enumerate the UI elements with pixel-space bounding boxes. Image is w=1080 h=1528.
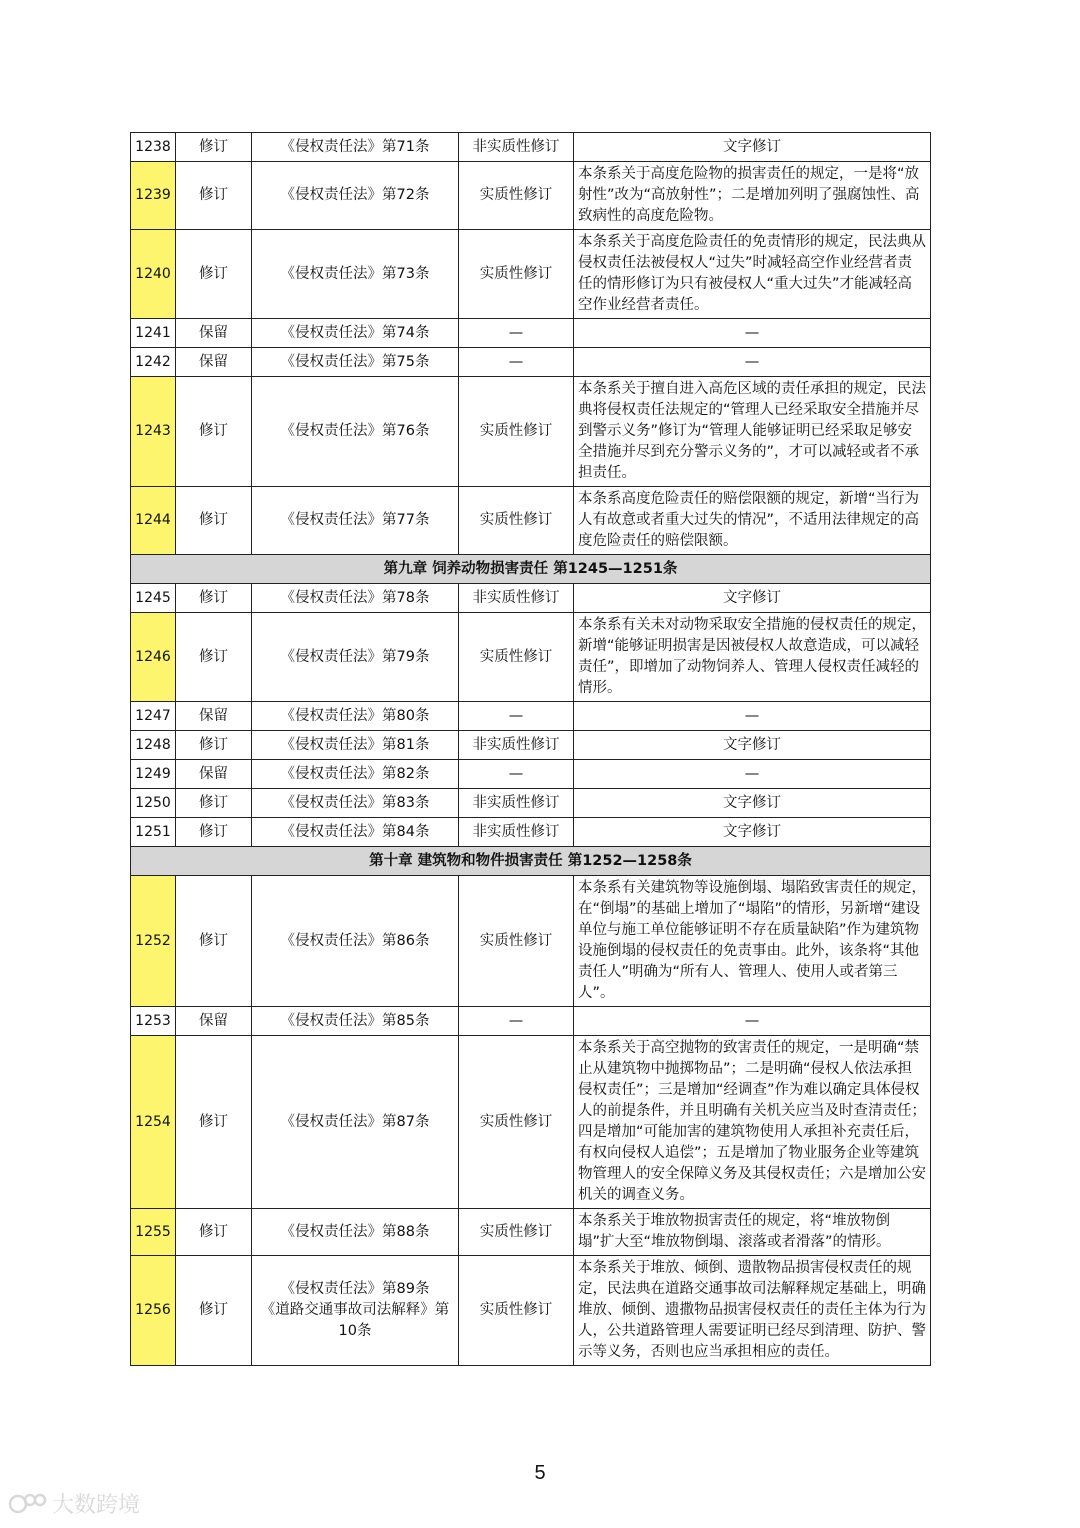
description-cell: 本条系关于堆放物损害责任的规定，将“堆放物倒塌”扩大至“堆放物倒塌、滚落或者滑落”的情形。: [574, 1209, 931, 1256]
source-law-cell: 《侵权责任法》第73条: [252, 230, 459, 319]
source-law-cell: 《侵权责任法》第89条 《道路交通事故司法解释》第10条: [252, 1256, 459, 1366]
description-cell: 本条系关于堆放、倾倒、遗散物品损害侵权责任的规定，民法典在道路交通事故司法解释规定基础上，明确堆放、倾倒、遗撒物品损害侵权责任的责任主体为行为人，公共道路管理人需要证明已经尽到清理、防护、警示等义务，否则也应当承担相应的责任。: [574, 1256, 931, 1366]
table-row: [131, 789, 931, 818]
article-number-cell: 1247: [131, 702, 176, 731]
action-cell: 保留: [176, 702, 252, 731]
article-number-cell: 1255: [131, 1209, 176, 1256]
action-cell: 修订: [176, 1256, 252, 1366]
table-row: [131, 133, 931, 162]
table-row: [131, 162, 931, 230]
article-number-cell: 1250: [131, 789, 176, 818]
article-number-cell: 1243: [131, 377, 176, 487]
description-cell: 文字修订: [574, 818, 931, 847]
article-number-cell: 1245: [131, 584, 176, 613]
revision-nature-cell: —: [459, 760, 574, 789]
table-row: [131, 319, 931, 348]
article-number-cell: 1248: [131, 731, 176, 760]
revision-nature-cell: —: [459, 1007, 574, 1036]
article-number-cell: 1253: [131, 1007, 176, 1036]
table-row: [131, 1256, 931, 1366]
action-cell: 修订: [176, 230, 252, 319]
watermark: [8, 1488, 140, 1519]
description-cell: 本条系有关未对动物采取安全措施的侵权责任的规定，新增“能够证明损害是因被侵权人故意造成，可以减轻责任”，即增加了动物饲养人、管理人侵权责任减轻的情形。: [574, 613, 931, 702]
revision-nature-cell: 实质性修订: [459, 876, 574, 1007]
source-law-cell: 《侵权责任法》第72条: [252, 162, 459, 230]
table-row: [131, 731, 931, 760]
table-row: [131, 876, 931, 1007]
source-law-cell: 《侵权责任法》第82条: [252, 760, 459, 789]
action-cell: 保留: [176, 1007, 252, 1036]
source-law-cell: 《侵权责任法》第87条: [252, 1036, 459, 1209]
source-law-cell: 《侵权责任法》第74条: [252, 319, 459, 348]
revision-nature-cell: 实质性修订: [459, 377, 574, 487]
action-cell: 修订: [176, 818, 252, 847]
description-cell: —: [574, 760, 931, 789]
source-law-cell: 《侵权责任法》第75条: [252, 348, 459, 377]
action-cell: 修订: [176, 731, 252, 760]
description-cell: 本条系关于擅自进入高危区域的责任承担的规定，民法典将侵权责任法规定的“管理人已经采取安全措施并尽到警示义务”修订为“管理人能够证明已经采取足够安全措施并尽到充分警示义务的”，才可以减轻或者不承担责任。: [574, 377, 931, 487]
table-row: [131, 760, 931, 789]
table-row: [131, 702, 931, 731]
article-number-cell: 1252: [131, 876, 176, 1007]
source-law-cell: 《侵权责任法》第77条: [252, 487, 459, 555]
description-cell: 本条系关于高度危险责任的免责情形的规定，民法典从侵权责任法被侵权人“过失”时减轻高空作业经营者责任的情形修订为只有被侵权人“重大过失”才能减轻高空作业经营者责任。: [574, 230, 931, 319]
revision-table: [130, 132, 931, 1366]
chapter-header-row: [131, 847, 931, 876]
article-number-cell: 1249: [131, 760, 176, 789]
chapter-title: 第十章 建筑物和物件损害责任 第1252—1258条: [131, 847, 931, 876]
table-row: [131, 487, 931, 555]
description-cell: 文字修订: [574, 133, 931, 162]
source-law-cell: 《侵权责任法》第88条: [252, 1209, 459, 1256]
article-number-cell: 1238: [131, 133, 176, 162]
source-law-cell: 《侵权责任法》第83条: [252, 789, 459, 818]
description-cell: 文字修订: [574, 584, 931, 613]
revision-nature-cell: —: [459, 319, 574, 348]
description-cell: 本条系有关建筑物等设施倒塌、塌陷致害责任的规定，在“倒塌”的基础上增加了“塌陷”的情形，另新增“建设单位与施工单位能够证明不存在质量缺陷”作为建筑物设施倒塌的侵权责任的免责事由。此外，该条将“其他责任人”明确为“所有人、管理人、使用人或者第三人”。: [574, 876, 931, 1007]
action-cell: 修订: [176, 377, 252, 487]
revision-nature-cell: 实质性修订: [459, 487, 574, 555]
revision-nature-cell: 非实质性修订: [459, 789, 574, 818]
article-number-cell: 1256: [131, 1256, 176, 1366]
description-cell: 文字修订: [574, 731, 931, 760]
revision-nature-cell: 非实质性修订: [459, 133, 574, 162]
revision-nature-cell: —: [459, 348, 574, 377]
description-cell: 本条系关于高空抛物的致害责任的规定，一是明确“禁止从建筑物中抛掷物品”；二是明确“侵权人依法承担侵权责任”；三是增加“经调查”作为难以确定具体侵权人的前提条件，并且明确有关机关应当及时查清责任；四是增加“可能加害的建筑物使用人承担补充责任后，有权向侵权人追偿”；五是增加了物业服务企业等建筑物管理人的安全保障义务及其侵权责任；六是增加公安机关的调查义务。: [574, 1036, 931, 1209]
article-number-cell: 1239: [131, 162, 176, 230]
watermark-text: 大数跨境: [52, 1493, 141, 1518]
description-cell: —: [574, 348, 931, 377]
description-cell: 本条系关于高度危险物的损害责任的规定，一是将“放射性”改为“高放射性”；二是增加列明了强腐蚀性、高致病性的高度危险物。: [574, 162, 931, 230]
revision-nature-cell: 实质性修订: [459, 162, 574, 230]
watermark-logo-icon: [8, 1491, 48, 1517]
source-law-cell: 《侵权责任法》第81条: [252, 731, 459, 760]
article-number-cell: 1251: [131, 818, 176, 847]
table-row: [131, 1007, 931, 1036]
revision-nature-cell: 实质性修订: [459, 230, 574, 319]
article-number-cell: 1240: [131, 230, 176, 319]
action-cell: 修订: [176, 1036, 252, 1209]
source-law-cell: 《侵权责任法》第85条: [252, 1007, 459, 1036]
revision-nature-cell: 实质性修订: [459, 613, 574, 702]
description-cell: 本条系高度危险责任的赔偿限额的规定，新增“当行为人有故意或者重大过失的情况”，不适用法律规定的高度危险责任的赔偿限额。: [574, 487, 931, 555]
source-law-cell: 《侵权责任法》第86条: [252, 876, 459, 1007]
action-cell: 修订: [176, 876, 252, 1007]
article-number-cell: 1244: [131, 487, 176, 555]
revision-nature-cell: 非实质性修订: [459, 584, 574, 613]
action-cell: 修订: [176, 613, 252, 702]
action-cell: 保留: [176, 319, 252, 348]
action-cell: 修订: [176, 789, 252, 818]
table-row: [131, 1036, 931, 1209]
revision-nature-cell: 实质性修订: [459, 1209, 574, 1256]
source-law-cell: 《侵权责任法》第76条: [252, 377, 459, 487]
table-row: [131, 613, 931, 702]
revision-nature-cell: 非实质性修订: [459, 731, 574, 760]
page-number: 5: [534, 1462, 546, 1484]
source-law-cell: 《侵权责任法》第71条: [252, 133, 459, 162]
table-row: [131, 1209, 931, 1256]
chapter-header-row: [131, 555, 931, 584]
description-cell: —: [574, 702, 931, 731]
action-cell: 修订: [176, 133, 252, 162]
table-row: [131, 818, 931, 847]
description-cell: —: [574, 319, 931, 348]
description-cell: —: [574, 1007, 931, 1036]
table-row: [131, 377, 931, 487]
revision-nature-cell: 实质性修订: [459, 1256, 574, 1366]
source-law-cell: 《侵权责任法》第84条: [252, 818, 459, 847]
table-row: [131, 584, 931, 613]
revision-nature-cell: 非实质性修订: [459, 818, 574, 847]
action-cell: 保留: [176, 760, 252, 789]
action-cell: 修订: [176, 584, 252, 613]
article-number-cell: 1246: [131, 613, 176, 702]
action-cell: 修订: [176, 1209, 252, 1256]
description-cell: 文字修订: [574, 789, 931, 818]
revision-nature-cell: 实质性修订: [459, 1036, 574, 1209]
article-number-cell: 1242: [131, 348, 176, 377]
article-number-cell: 1254: [131, 1036, 176, 1209]
revision-nature-cell: —: [459, 702, 574, 731]
source-law-cell: 《侵权责任法》第79条: [252, 613, 459, 702]
action-cell: 修订: [176, 487, 252, 555]
article-number-cell: 1241: [131, 319, 176, 348]
source-law-cell: 《侵权责任法》第80条: [252, 702, 459, 731]
action-cell: 保留: [176, 348, 252, 377]
source-law-cell: 《侵权责任法》第78条: [252, 584, 459, 613]
action-cell: 修订: [176, 162, 252, 230]
chapter-title: 第九章 饲养动物损害责任 第1245—1251条: [131, 555, 931, 584]
table-row: [131, 230, 931, 319]
table-row: [131, 348, 931, 377]
